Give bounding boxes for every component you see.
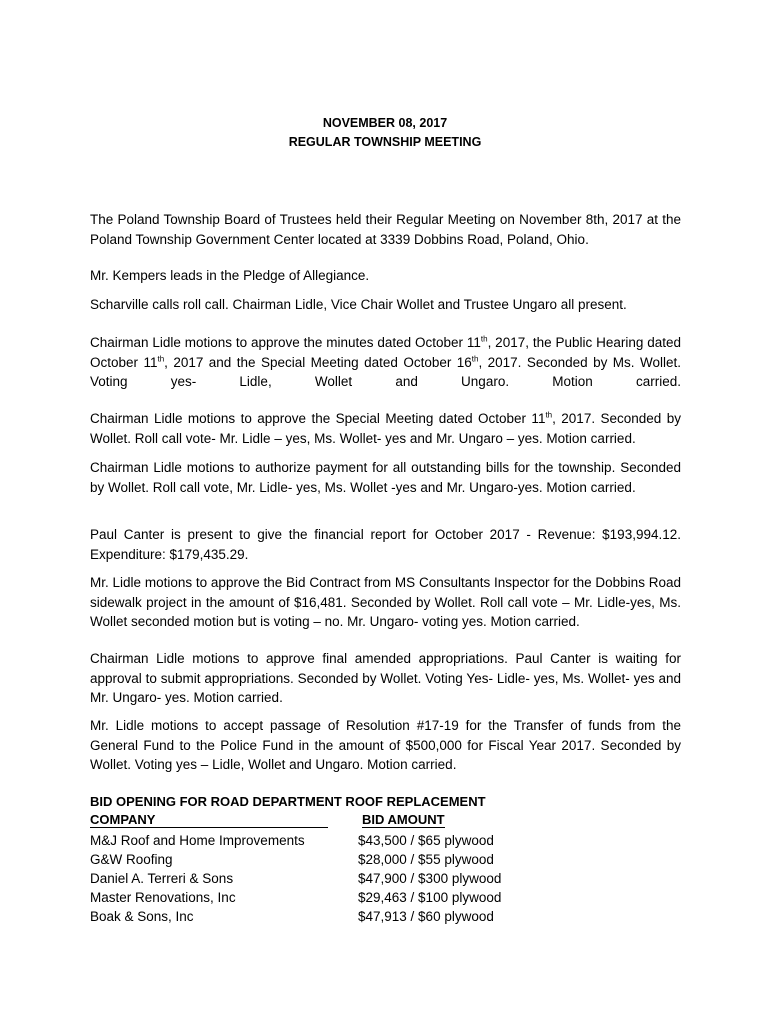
roll-call-paragraph: Scharville calls roll call. Chairman Lidle, Vice Chair Wollet and Trustee Ungaro all present. (90, 297, 627, 312)
minutes-text-1: Chairman Lidle motions to approve the minutes dated October 11 (90, 335, 481, 350)
bid-amount-cell: $28,000 / $55 plywood (358, 852, 494, 867)
company-column-header: COMPANY (90, 812, 328, 828)
meeting-type-title: REGULAR TOWNSHIP MEETING (288, 135, 482, 149)
intro-paragraph: The Poland Township Board of Trustees held their Regular Meeting on November 8th, 2017 at the Poland Township Government Center located at 3339 Dobbins Road, Poland, Ohio. (90, 212, 681, 247)
table-row (90, 850, 610, 869)
special-meeting-motion-paragraph (90, 409, 681, 448)
bid-amount-cell: $47,900 / $300 plywood (358, 871, 502, 886)
special-meeting-text-2: , 2017. Seconded by Wollet. Roll call vote- Mr. Lidle – yes, Ms. Wollet- yes and Mr. Ungaro – yes. Motion carried. (90, 411, 681, 446)
table-row (90, 888, 610, 907)
bid-table (90, 812, 610, 926)
bid-amount-column-header: BID AMOUNT (362, 812, 445, 827)
company-cell: M&J Roof and Home Improvements (90, 833, 305, 848)
company-cell: G&W Roofing (90, 852, 173, 867)
company-cell: Boak & Sons, Inc (90, 909, 194, 924)
table-row (90, 831, 610, 850)
minutes-text-2: , 2017, the Public Hearing dated October 11 (90, 335, 681, 370)
bid-table-header (90, 812, 610, 831)
bid-contract-motion-paragraph: Mr. Lidle motions to approve the Bid Contract from MS Consultants Inspector for the Dobbins Road sidewalk project in the amount of $16,481. Seconded by Wollet. Roll call vote – Mr. Lidle-yes, Ms. Wollet seconded motion but is voting – no. Mr. Ungaro- voting yes. Motion carried. (90, 575, 681, 629)
minutes-text-4: , 2017. Seconded by Ms. Wollet. Voting yes- Lidle, Wollet and Ungaro. Motion carried. (90, 354, 681, 389)
meeting-date: NOVEMBER 08, 2017 (322, 116, 448, 130)
table-row (90, 869, 610, 888)
ordinal-suffix: th (480, 334, 488, 344)
bid-amount-cell: $29,463 / $100 plywood (358, 890, 502, 905)
pledge-paragraph: Mr. Kempers leads in the Pledge of Allegiance. (90, 268, 370, 283)
bid-opening-title: BID OPENING FOR ROAD DEPARTMENT ROOF REPLACEMENT (90, 794, 486, 809)
company-cell: Master Renovations, Inc (90, 890, 236, 905)
resolution-motion-paragraph: Mr. Lidle motions to accept passage of Resolution #17-19 for the Transfer of funds from the General Fund to the Police Fund in the amount of $500,000 for Fiscal Year 2017. Seconded by Wollet. Voting yes – Lidle, Wollet and Ungaro. Motion carried. (90, 718, 681, 772)
minutes-motion-paragraph (90, 333, 681, 392)
bid-amount-cell: $47,913 / $60 plywood (358, 909, 494, 924)
special-meeting-text-1: Chairman Lidle motions to approve the Special Meeting dated October 11 (90, 411, 546, 426)
table-row (90, 907, 610, 926)
minutes-text-3: , 2017 and the Special Meeting dated October 16 (164, 354, 472, 370)
company-cell: Daniel A. Terreri & Sons (90, 871, 234, 886)
ordinal-suffix: th (471, 354, 479, 363)
ordinal-suffix: th (157, 354, 165, 363)
bills-motion-paragraph: Chairman Lidle motions to authorize payment for all outstanding bills for the township. Seconded by Wollet. Roll call vote, Mr. Lidle- yes, Ms. Wollet -yes and Mr. Ungaro-yes. Motion carried. (90, 460, 681, 495)
ordinal-suffix: th (545, 410, 553, 420)
appropriations-motion-paragraph: Chairman Lidle motions to approve final amended appropriations. Paul Canter is waiting for approval to submit appropriations. Seconded by Wollet. Voting Yes- Lidle- yes, Ms. Wollet- yes and Mr. Ungaro- yes. Motion carried. (90, 651, 681, 705)
bid-amount-cell: $43,500 / $65 plywood (358, 833, 494, 848)
financial-report-paragraph: Paul Canter is present to give the financial report for October 2017 - Revenue: $193,994.12. Expenditure: $179,435.29. (90, 527, 681, 562)
